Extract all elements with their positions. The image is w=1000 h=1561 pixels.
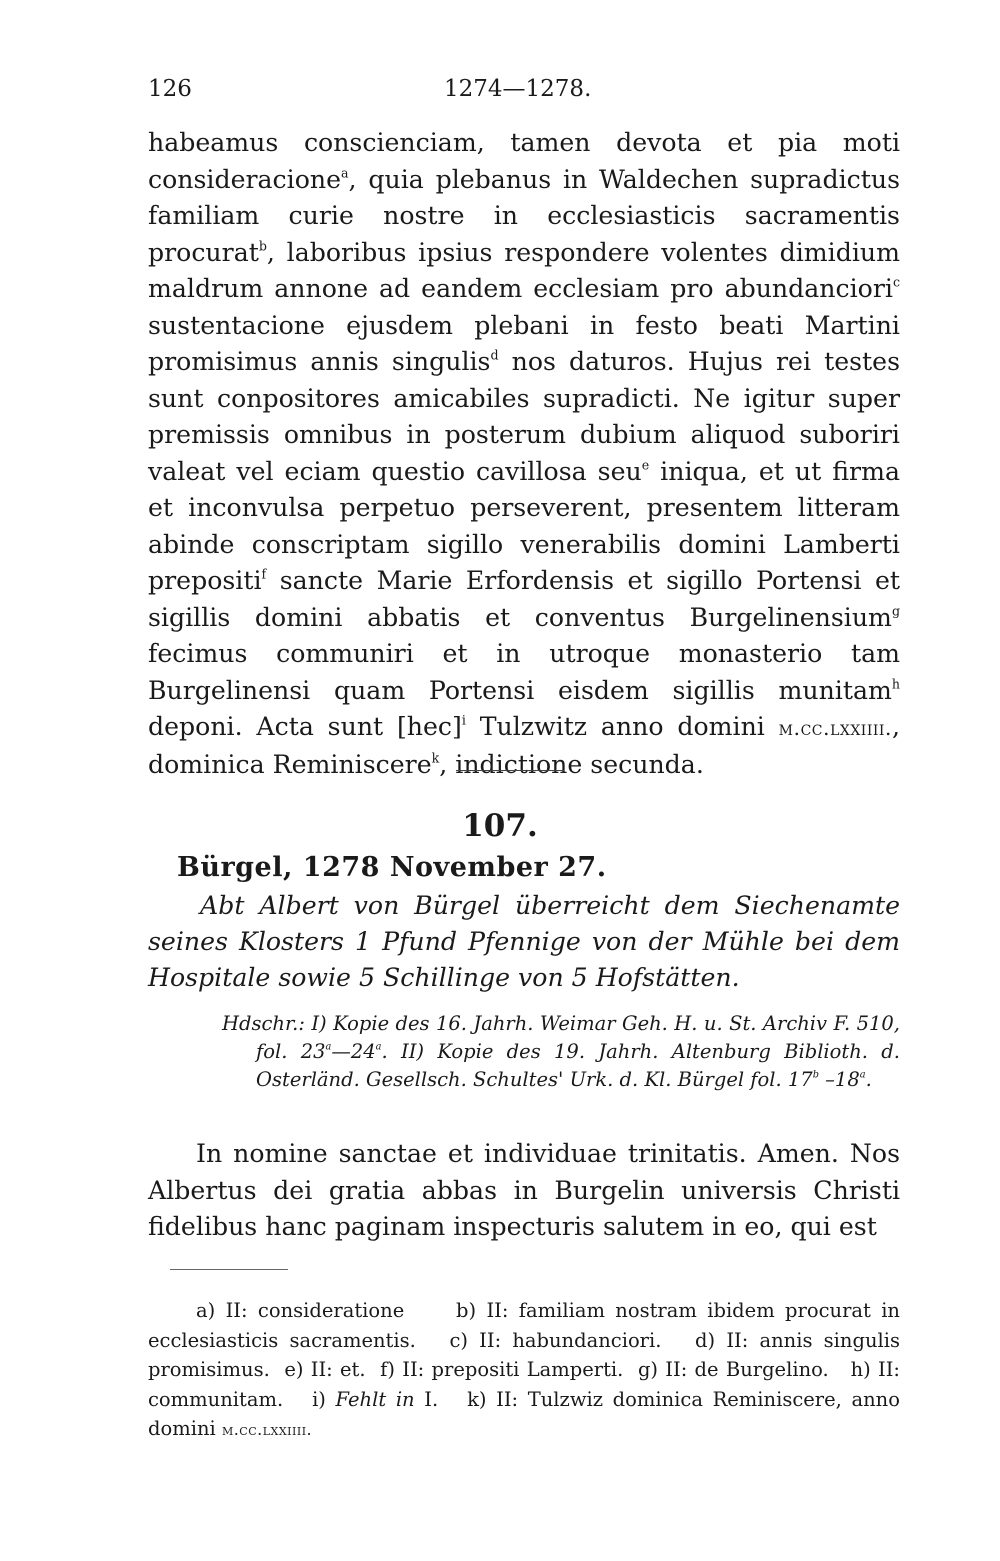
folio-side: a <box>859 1069 866 1081</box>
text-span: . II) Kopie des 19. Jahrh. Altenburg Biblioth. d. Osterländ. Gesellsch. Schultes' Urk. d. Kl. Bürgel fol. 17 <box>256 1040 900 1091</box>
text-span: sustentacione ejusdem plebani in festo beati Martini promisimus annis singulis <box>148 310 900 376</box>
text-span: k) II: Tulzwiz dominica Reminiscere, anno domini <box>148 1387 900 1440</box>
text-span: i) <box>312 1387 336 1411</box>
footnote-c: c) II: habundanciori. <box>449 1328 662 1352</box>
footnote-f: f) II: prepositi Lamperti. <box>380 1358 624 1381</box>
text-span: deponi. Acta sunt [hec] <box>148 712 462 741</box>
text-span: , indictione secunda. <box>439 749 704 779</box>
text-span: nos daturos. Hujus rei testes sunt conpositores amicabiles supradicti. Ne igitur super premissis omnibus in posterum dubium aliquod suboriri valeat vel eciam questio cavillosa seu <box>148 347 900 486</box>
text-span: , laboribus ipsius respondere volentes dimidium maldrum annone ad eandem ecclesiam pro abundanciori <box>148 237 900 303</box>
text-span: I. <box>414 1387 439 1411</box>
text-span: . <box>865 1068 872 1091</box>
section-divider <box>456 770 564 771</box>
text-span: sancte Marie Erfordensis et sigillo Portensi et sigillis domini abbatis et conventus Burgelinensium <box>148 566 900 632</box>
footnote-h: h) II: communitam. <box>148 1358 900 1411</box>
text-span: , dominica Reminiscere <box>148 712 900 779</box>
folio-side: b <box>812 1069 819 1081</box>
continuation-text <box>148 125 900 783</box>
folio-side: a <box>375 1041 382 1053</box>
place-date-heading: Bürgel, 1278 November 27. <box>177 852 607 883</box>
footnote-a: a) II: consideratione <box>196 1299 405 1322</box>
footnote-ref: g <box>891 602 900 618</box>
footnote-ref: k <box>431 749 440 765</box>
footnote-rule <box>170 1269 288 1270</box>
text-span: habeamus conscienciam, tamen devota et pia moti consideracione <box>148 128 900 194</box>
text-span: —24 <box>331 1040 376 1063</box>
text-span: , quia plebanus in Waldechen supradictus familiam curie nostre in ecclesiasticis sacramentis procurat <box>148 164 900 267</box>
footnote-e: e) II: et. <box>284 1358 366 1381</box>
footnote-ref: i <box>461 712 466 728</box>
page-header <box>148 76 900 110</box>
roman-date: m.cc.lxxiiii. <box>778 716 892 740</box>
roman-date: m.cc.lxxiiii. <box>221 1420 313 1439</box>
charter-text: In nomine sanctae et individuae trinitatis. Amen. Nos Albertus dei gratia abbas in Burgelin universis Christi fidelibus hanc paginam inspecturis salutem in eo, qui est <box>148 1139 900 1241</box>
regest-summary: Abt Albert von Bürgel überreicht dem Siechenamte seines Klosters 1 Pfund Pfennige von der Mühle bei dem Hospitale sowie 5 Schillinge von 5 Hofstätten. <box>148 891 900 992</box>
footnote-ref: e <box>641 456 650 472</box>
footnote-ref: c <box>892 274 900 290</box>
document-number: 107. <box>462 808 538 844</box>
text-span: iniqua, et ut firma et inconvulsa perpetuo perseverent, presentem litteram abinde conscriptam sigillo venerabilis domini Lamberti prepositi <box>148 456 900 595</box>
text-span: Tulzwitz anno domini <box>465 712 779 741</box>
footnote-i <box>312 1388 438 1411</box>
footnotes <box>148 1296 900 1445</box>
footnote-ref: b <box>258 237 267 253</box>
footnote-ref: a <box>341 164 349 180</box>
footnote-ref: f <box>261 566 267 582</box>
footnote-ref: h <box>891 675 900 691</box>
footnote-g: g) II: de Burgelino. <box>637 1358 829 1381</box>
footnote-b: b) II: familiam nostram ibidem procurat in ecclesiasticis sacramentis. <box>148 1299 900 1352</box>
text-span: fecimus communiri et in utroque monasterio tam Burgelinensi quam Portensi eisdem sigillis munitam <box>148 639 900 705</box>
footnote-d: d) II: annis singulis promisimus. <box>148 1328 900 1381</box>
text-span: Hdschr.: I) Kopie des 16. Jahrh. Weimar Geh. H. u. St. Archiv F. 510, fol. 23 <box>222 1012 900 1063</box>
text-span: –18 <box>818 1068 860 1091</box>
folio-side: a <box>325 1041 332 1053</box>
text-span: Fehlt in <box>335 1387 415 1411</box>
manuscript-sources <box>222 1010 900 1094</box>
footnote-ref: d <box>490 347 499 363</box>
running-title-years: 1274—1278. <box>444 76 592 102</box>
page-number: 126 <box>148 76 192 102</box>
